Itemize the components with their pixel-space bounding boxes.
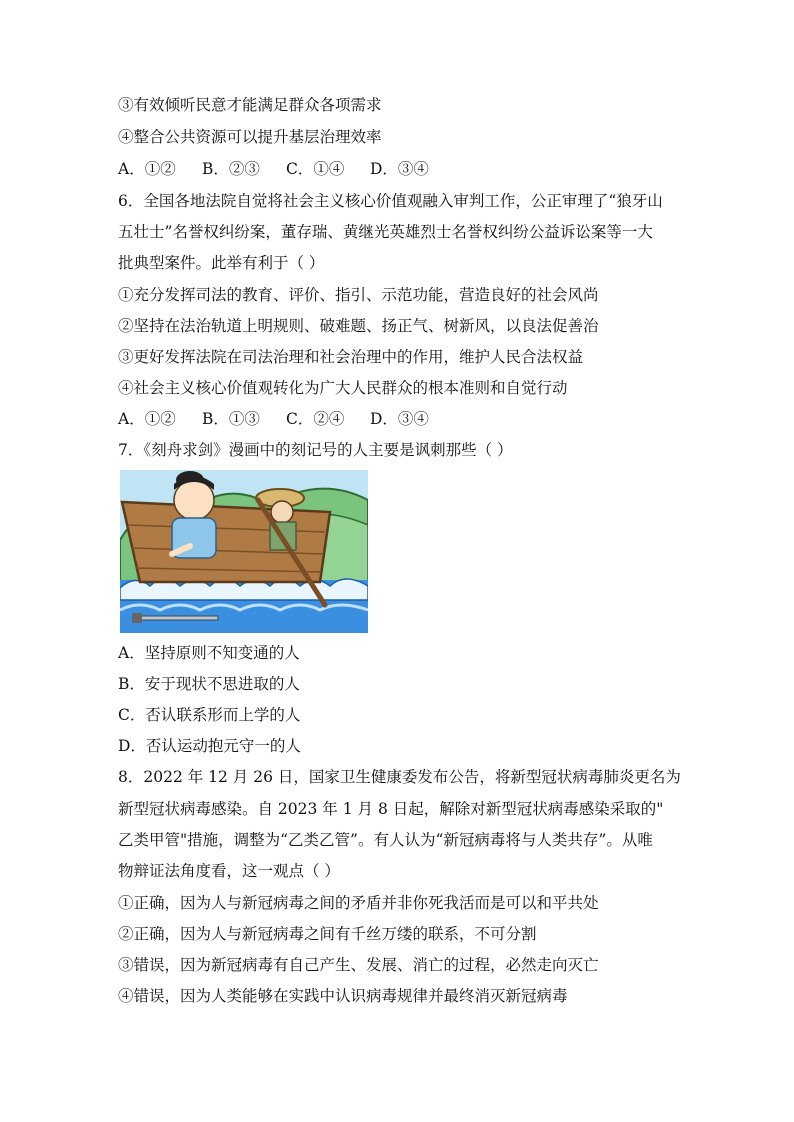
answer-d: D．③④ <box>370 160 429 178</box>
q8-stem-line-1: 8．2022 年 12 月 26 日，国家卫生健康委发布公告，将新型冠状病毒肺炎更名为 <box>118 768 681 786</box>
answer-b: B．①③ <box>202 410 260 428</box>
q6-stem-line-1: 6．全国各地法院自觉将社会主义核心价值观融入审判工作，公正审理了“狼牙山 <box>118 192 663 210</box>
q8-stem-line-3: 乙类甲管"措施，调整为“乙类乙管”。有人认为“新冠病毒将与人类共存”。从唯 <box>118 831 653 849</box>
q5-option-3: ③有效倾听民意才能满足群众各项需求 <box>118 96 382 114</box>
answer-a: A．①② <box>118 160 176 178</box>
q8-option-4: ④错误，因为人类能够在实践中认识病毒规律并最终消灭新冠病毒 <box>118 987 568 1005</box>
q6-answer-choices <box>118 409 429 429</box>
q5-option-4: ④整合公共资源可以提升基层治理效率 <box>118 128 382 146</box>
q8-option-2: ②正确，因为人与新冠病毒之间有千丝万缕的联系，不可分割 <box>118 925 537 943</box>
q6-option-2: ②坚持在法治轨道上明规则、破难题、扬正气、树新风，以良法促善治 <box>118 317 599 335</box>
q7-answer-b: B．安于现状不思进取的人 <box>118 675 300 693</box>
q6-option-1: ①充分发挥司法的教育、评价、指引、示范功能，营造良好的社会风尚 <box>118 286 599 304</box>
answer-c: C．②④ <box>286 410 345 428</box>
answer-b: B．②③ <box>202 160 260 178</box>
q8-option-1: ①正确，因为人与新冠病毒之间的矛盾并非你死我活而是可以和平共处 <box>118 894 599 912</box>
q6-option-4: ④社会主义核心价值观转化为广大人民群众的根本准则和自觉行动 <box>118 379 568 397</box>
answer-c: C．①④ <box>286 160 345 178</box>
q8-stem-line-4: 物辩证法角度看，这一观点（ ） <box>118 862 340 880</box>
q7-answer-d: D．否认运动抱元守一的人 <box>118 737 301 755</box>
q6-stem-line-3: 批典型案件。此举有利于（ ） <box>118 254 325 272</box>
q8-stem-line-2: 新型冠状病毒感染。自 2023 年 1 月 8 日起，解除对新型冠状病毒感染采取的" <box>118 800 664 818</box>
boat-cartoon-illustration <box>120 470 368 633</box>
q5-answer-choices <box>118 159 429 179</box>
answer-d: D．③④ <box>370 410 429 428</box>
q6-stem-line-2: 五壮士”名誉权纠纷案，董存瑞、黄继光英雄烈士名誉权纠纷公益诉讼案等一大 <box>118 223 653 241</box>
q7-stem: 7．《刻舟求剑》漫画中的刻记号的人主要是讽刺那些（ ） <box>118 441 513 459</box>
q6-option-3: ③更好发挥法院在司法治理和社会治理中的作用，维护人民合法权益 <box>118 348 584 366</box>
q8-option-3: ③错误，因为新冠病毒有自己产生、发展、消亡的过程，必然走向灭亡 <box>118 956 599 974</box>
q7-answer-a: A．坚持原则不知变通的人 <box>118 644 300 662</box>
q7-answer-c: C．否认联系形而上学的人 <box>118 706 301 724</box>
answer-a: A．①② <box>118 410 176 428</box>
